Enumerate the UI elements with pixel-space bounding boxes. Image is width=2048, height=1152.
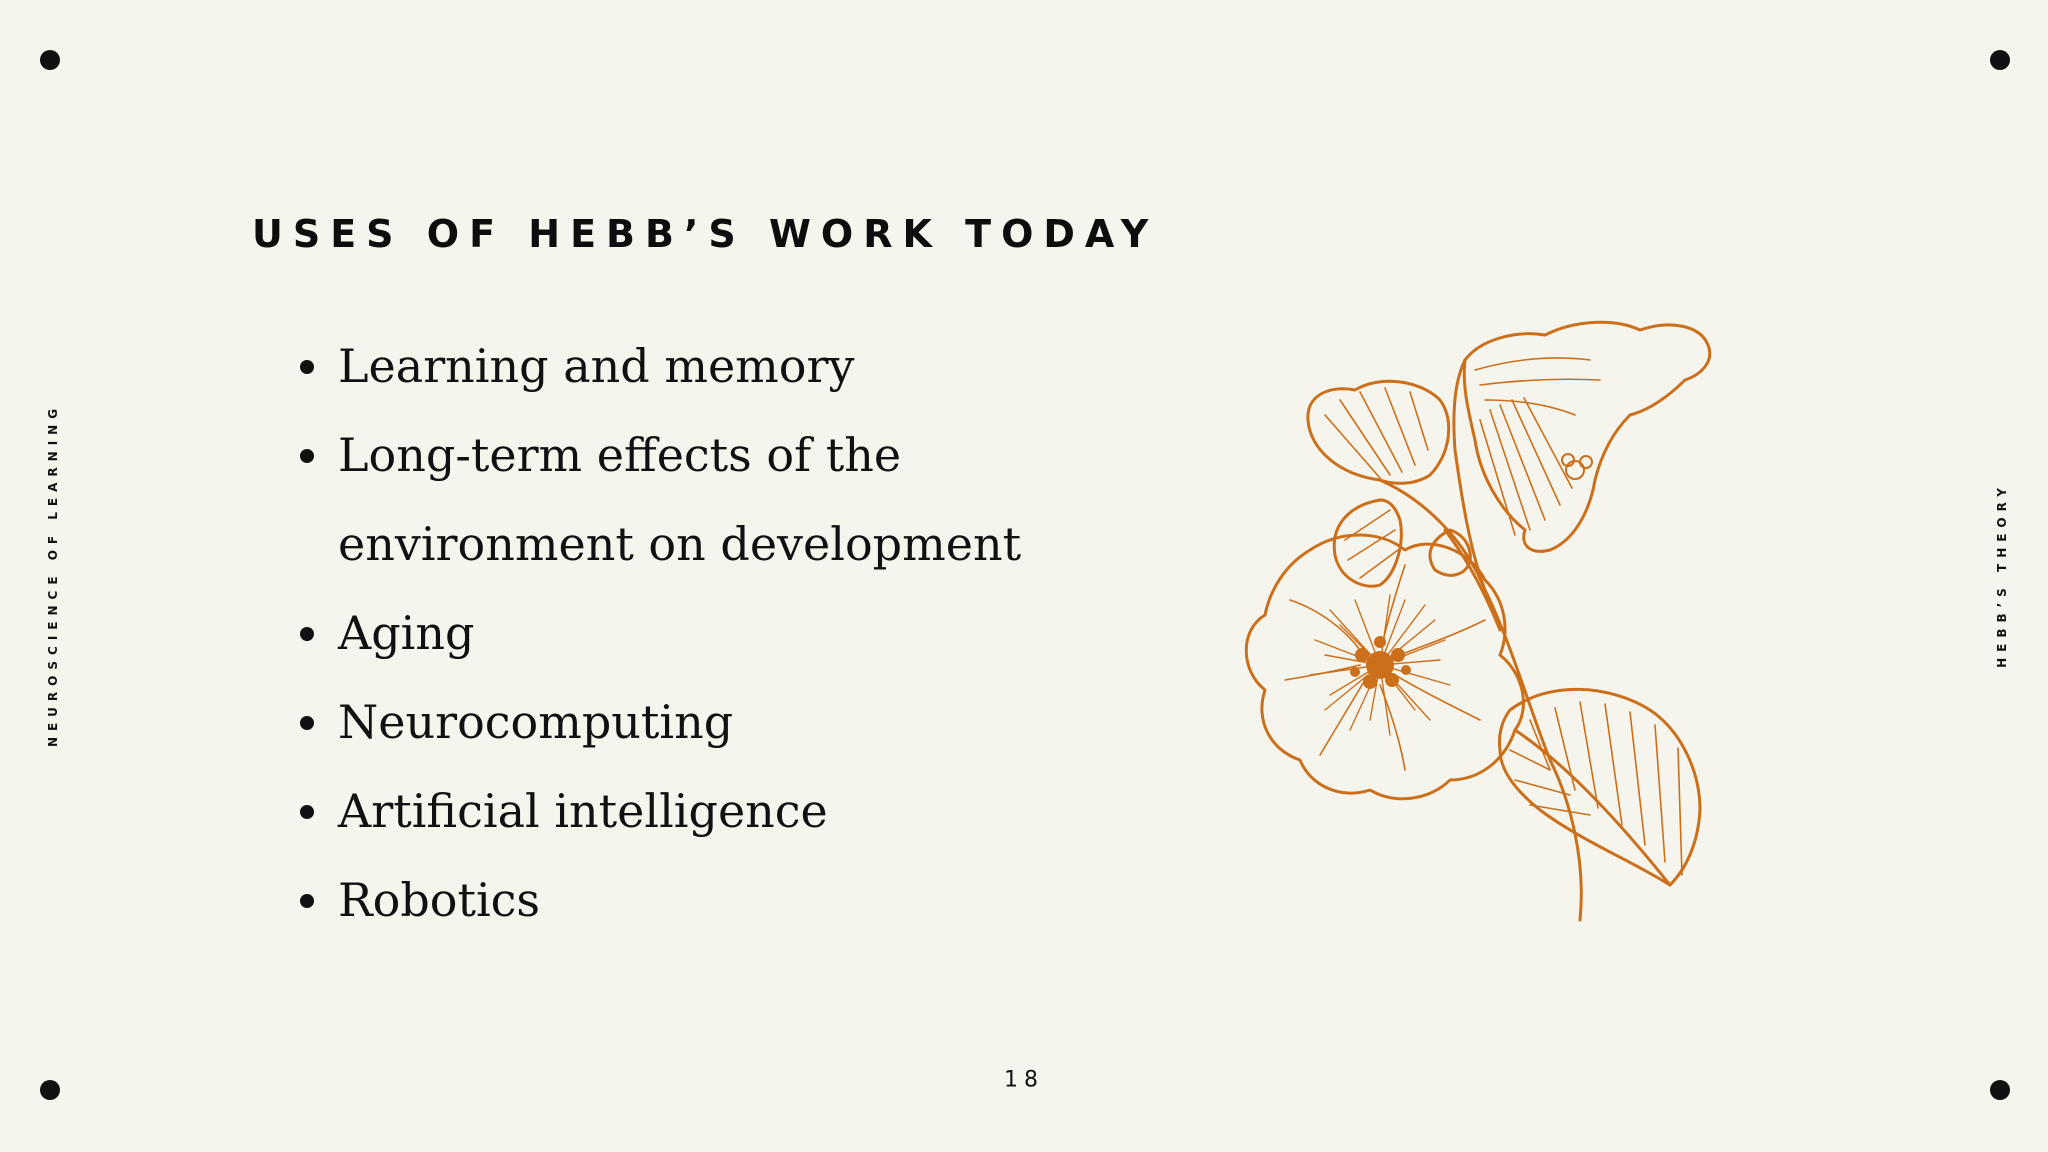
page-number: 18: [1004, 1067, 1044, 1093]
bullet-item: Robotics: [290, 856, 1150, 945]
flower-illustration-icon: [1230, 300, 1790, 940]
side-label-right: HEBB’S THEORY: [1995, 482, 2009, 668]
corner-dot-top-right: [1990, 50, 2010, 70]
corner-dot-bottom-left: [40, 1080, 60, 1100]
side-label-left: NEUROSCIENCE OF LEARNING: [46, 402, 60, 748]
bullet-item: Learning and memory: [290, 322, 1150, 411]
leaf-lower-right: [1499, 689, 1700, 885]
corner-dot-bottom-right: [1990, 1080, 2010, 1100]
bullet-item: Aging: [290, 589, 1150, 678]
leaf-top-left: [1308, 381, 1449, 483]
bullet-item: Artificial intelligence: [290, 767, 1150, 856]
slide-title: USES OF HEBB’S WORK TODAY: [252, 212, 1159, 256]
corner-dot-top-left: [40, 50, 60, 70]
bullet-item: Long-term effects of the environment on development: [290, 411, 1150, 589]
bullet-list: [290, 322, 1150, 945]
bell-flower: [1464, 322, 1710, 551]
bullet-item: Neurocomputing: [290, 678, 1150, 767]
